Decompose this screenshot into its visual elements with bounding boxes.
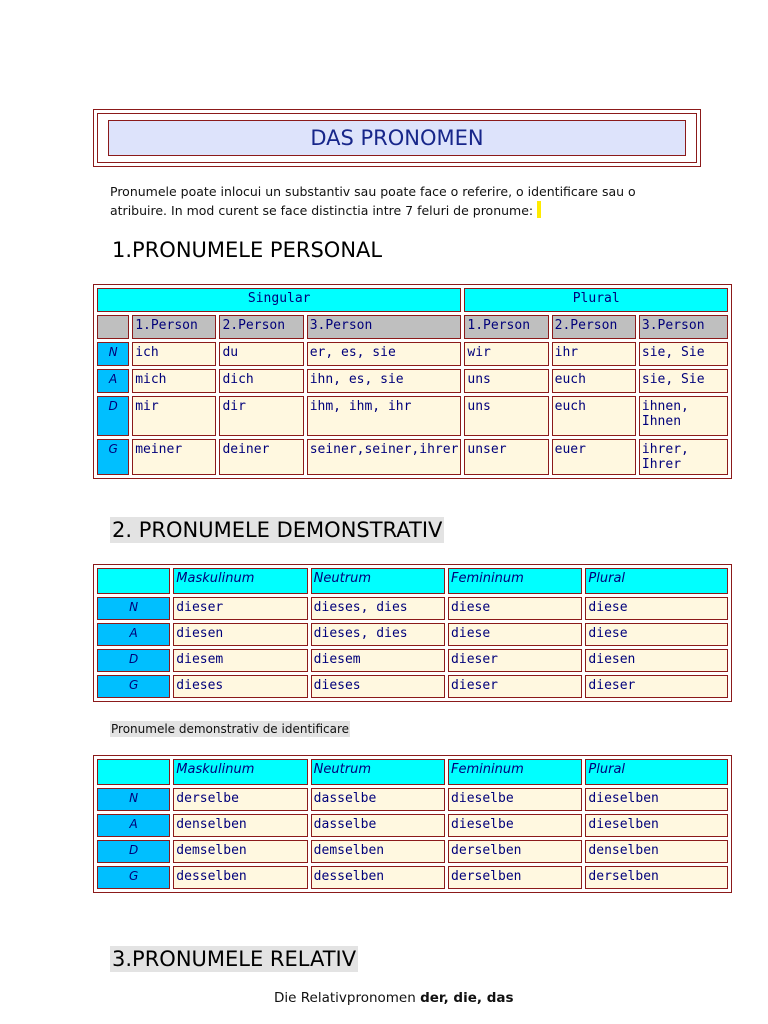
case-label: N bbox=[97, 597, 170, 620]
table-cell: dieser bbox=[173, 597, 307, 620]
group-header-plural: Plural bbox=[464, 288, 728, 312]
table-cell: desselben bbox=[173, 866, 307, 889]
table-cell: demselben bbox=[311, 840, 445, 863]
table-row bbox=[97, 788, 728, 811]
gender-header: Maskulinum bbox=[173, 759, 307, 785]
table-row bbox=[97, 396, 728, 436]
title-frame-inner bbox=[97, 113, 697, 163]
case-label: D bbox=[97, 396, 129, 436]
table-cell: euer bbox=[552, 439, 636, 475]
table-cell: sie, Sie bbox=[639, 369, 728, 393]
corner-cell bbox=[97, 568, 170, 594]
table-cell: uns bbox=[464, 369, 548, 393]
table-row bbox=[97, 439, 728, 475]
table-cell: deiner bbox=[219, 439, 303, 475]
table-cell: denselben bbox=[173, 814, 307, 837]
table-cell: derselben bbox=[585, 866, 728, 889]
table-cell: ihm, ihm, ihr bbox=[307, 396, 462, 436]
intro-paragraph bbox=[110, 182, 690, 220]
case-label: N bbox=[97, 342, 129, 366]
table-cell: dieses bbox=[173, 675, 307, 698]
table-cell: desselben bbox=[311, 866, 445, 889]
identificare-table bbox=[93, 755, 732, 893]
table-cell: ihrer, Ihrer bbox=[639, 439, 728, 475]
case-label: A bbox=[97, 369, 129, 393]
table-cell: dieselbe bbox=[448, 814, 582, 837]
table-cell: derselbe bbox=[173, 788, 307, 811]
table-cell: dieses bbox=[311, 675, 445, 698]
identificare-caption: Pronumele demonstrativ de identificare bbox=[111, 722, 350, 736]
table-cell: diese bbox=[448, 623, 582, 646]
table-row bbox=[97, 866, 728, 889]
corner-cell bbox=[97, 315, 129, 339]
gender-header: Femininum bbox=[448, 759, 582, 785]
table-row bbox=[97, 675, 728, 698]
table-cell: derselben bbox=[448, 840, 582, 863]
table-cell: dich bbox=[219, 369, 303, 393]
heading-relativ: 3.PRONUMELE RELATIV bbox=[112, 947, 357, 971]
table-row bbox=[97, 840, 728, 863]
table-cell: unser bbox=[464, 439, 548, 475]
intro-line-2: atribuire. In mod curent se face distinctia intre 7 feluri de pronume: bbox=[110, 203, 534, 218]
table-cell: uns bbox=[464, 396, 548, 436]
person-header: 3.Person bbox=[639, 315, 728, 339]
table-cell: dir bbox=[219, 396, 303, 436]
table-cell: dieses, dies bbox=[311, 597, 445, 620]
gender-header: Femininum bbox=[448, 568, 582, 594]
person-header: 1.Person bbox=[132, 315, 216, 339]
table-cell: diese bbox=[585, 623, 728, 646]
table-cell: mich bbox=[132, 369, 216, 393]
table-cell: euch bbox=[552, 369, 636, 393]
table-cell: ihn, es, sie bbox=[307, 369, 462, 393]
case-label: A bbox=[97, 814, 170, 837]
table-cell: demselben bbox=[173, 840, 307, 863]
table-row bbox=[97, 369, 728, 393]
heading-demonstrativ: 2. PRONUMELE DEMONSTRATIV bbox=[112, 518, 443, 542]
table-cell: ihr bbox=[552, 342, 636, 366]
group-header-singular: Singular bbox=[97, 288, 461, 312]
title-frame bbox=[93, 109, 701, 167]
corner-cell bbox=[97, 759, 170, 785]
table-cell: du bbox=[219, 342, 303, 366]
table-cell: derselben bbox=[448, 866, 582, 889]
case-label: D bbox=[97, 649, 170, 672]
page-title: DAS PRONOMEN bbox=[108, 120, 686, 156]
person-header: 2.Person bbox=[219, 315, 303, 339]
relativ-prefix: Die Relativpronomen bbox=[274, 990, 416, 1006]
table-cell: ihnen, Ihnen bbox=[639, 396, 728, 436]
demonstrativ-table bbox=[93, 564, 732, 702]
table-cell: dieselbe bbox=[448, 788, 582, 811]
table-cell: dieses, dies bbox=[311, 623, 445, 646]
table-cell: dieser bbox=[448, 675, 582, 698]
person-header: 3.Person bbox=[307, 315, 462, 339]
case-label: A bbox=[97, 623, 170, 646]
relativ-line bbox=[274, 990, 514, 1006]
table-cell: diesen bbox=[585, 649, 728, 672]
case-label: G bbox=[97, 866, 170, 889]
table-row bbox=[97, 814, 728, 837]
table-cell: ich bbox=[132, 342, 216, 366]
table-row bbox=[97, 649, 728, 672]
intro-line-1: Pronumele poate inlocui un substantiv sau poate face o referire, o identificare sau o bbox=[110, 184, 636, 199]
gender-header: Maskulinum bbox=[173, 568, 307, 594]
table-cell: dieser bbox=[585, 675, 728, 698]
heading-personal: 1.PRONUMELE PERSONAL bbox=[112, 238, 383, 262]
case-label: D bbox=[97, 840, 170, 863]
case-label: G bbox=[97, 675, 170, 698]
table-cell: wir bbox=[464, 342, 548, 366]
case-label: G bbox=[97, 439, 129, 475]
table-cell: diesen bbox=[173, 623, 307, 646]
table-cell: denselben bbox=[585, 840, 728, 863]
case-label: N bbox=[97, 788, 170, 811]
table-cell: dieser bbox=[448, 649, 582, 672]
person-header: 2.Person bbox=[552, 315, 636, 339]
table-cell: dieselben bbox=[585, 814, 728, 837]
table-cell: dieselben bbox=[585, 788, 728, 811]
table-row bbox=[97, 623, 728, 646]
table-cell: diese bbox=[448, 597, 582, 620]
table-cell: mir bbox=[132, 396, 216, 436]
gender-header: Neutrum bbox=[311, 568, 445, 594]
gender-header: Plural bbox=[585, 759, 728, 785]
table-row bbox=[97, 342, 728, 366]
table-cell: sie, Sie bbox=[639, 342, 728, 366]
person-header: 1.Person bbox=[464, 315, 548, 339]
table-cell: dasselbe bbox=[311, 814, 445, 837]
text-cursor-highlight bbox=[537, 201, 541, 218]
gender-header: Plural bbox=[585, 568, 728, 594]
table-cell: seiner,seiner,ihrer bbox=[307, 439, 462, 475]
table-cell: meiner bbox=[132, 439, 216, 475]
relativ-pronouns: der, die, das bbox=[420, 990, 514, 1006]
table-cell: diese bbox=[585, 597, 728, 620]
table-cell: dasselbe bbox=[311, 788, 445, 811]
table-cell: euch bbox=[552, 396, 636, 436]
gender-header: Neutrum bbox=[311, 759, 445, 785]
table-row bbox=[97, 597, 728, 620]
table-cell: diesem bbox=[173, 649, 307, 672]
personal-pronoun-table bbox=[93, 284, 732, 479]
table-cell: diesem bbox=[311, 649, 445, 672]
table-cell: er, es, sie bbox=[307, 342, 462, 366]
